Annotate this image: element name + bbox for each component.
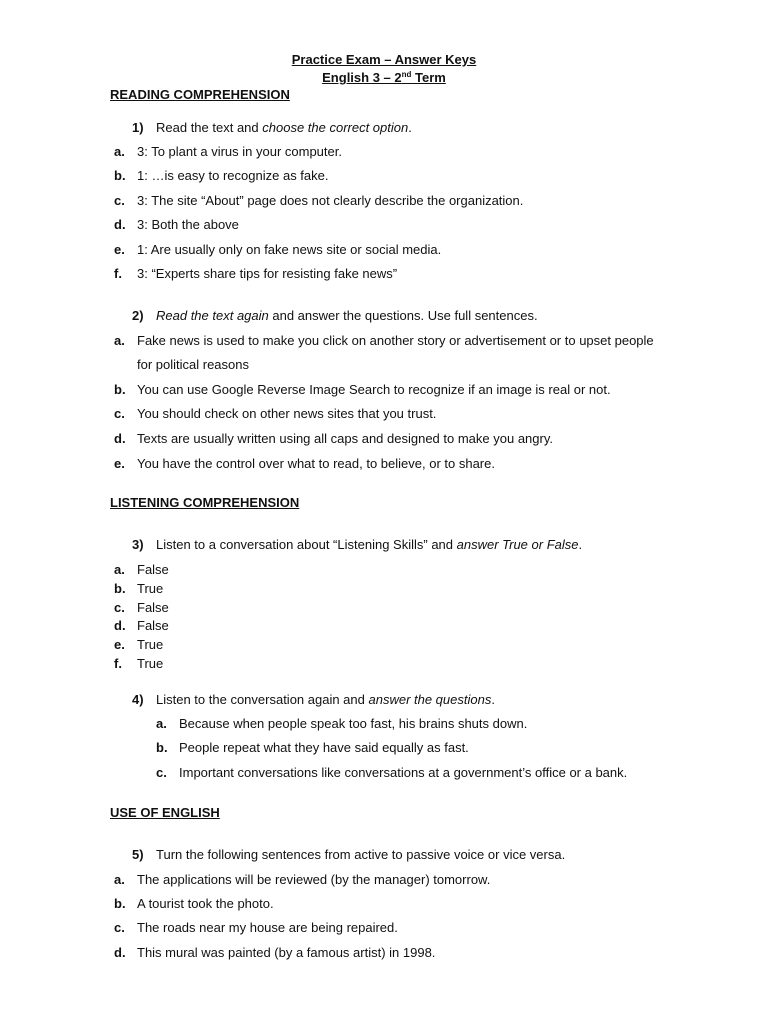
question-text: Turn the following sentences from active to passive voice or vice versa. bbox=[156, 847, 566, 862]
question-4 bbox=[132, 692, 495, 707]
item-letter: a. bbox=[114, 333, 125, 348]
section-heading-use-of-english: USE OF ENGLISH bbox=[110, 805, 220, 820]
subtitle-pre: English 3 – 2 bbox=[322, 70, 402, 85]
item-text: False bbox=[137, 562, 169, 577]
item-text: The applications will be reviewed (by the manager) tomorrow. bbox=[137, 872, 491, 887]
item-text: The roads near my house are being repaired. bbox=[137, 920, 398, 935]
question-text-italic: Read the text again bbox=[156, 308, 269, 323]
item-text: 3: Both the above bbox=[137, 217, 239, 232]
item-text: Important conversations like conversations at a government’s office or a bank. bbox=[179, 765, 628, 780]
question-text-post: and answer the questions. Use full sentences. bbox=[268, 308, 538, 323]
question-1 bbox=[132, 120, 412, 135]
item-letter: d. bbox=[114, 217, 126, 232]
item-letter: e. bbox=[114, 456, 125, 471]
question-text-italic: answer True or False bbox=[456, 537, 579, 552]
question-2 bbox=[132, 308, 538, 323]
item-text: Texts are usually written using all caps and designed to make you angry. bbox=[137, 431, 553, 446]
item-text: True bbox=[137, 656, 164, 671]
item-letter: d. bbox=[114, 618, 126, 633]
question-text-pre: Listen to a conversation about “Listening Skills” and bbox=[156, 537, 457, 552]
item-letter: f. bbox=[114, 656, 122, 671]
item-text: You can use Google Reverse Image Search to recognize if an image is real or not. bbox=[137, 382, 611, 397]
item-letter: c. bbox=[114, 193, 125, 208]
answer-item bbox=[114, 382, 611, 397]
question-3 bbox=[132, 537, 582, 552]
item-text: False bbox=[137, 618, 169, 633]
item-text: False bbox=[137, 600, 169, 615]
item-letter: a. bbox=[156, 716, 167, 731]
item-text: True bbox=[137, 581, 164, 596]
section-heading-reading: READING COMPREHENSION bbox=[110, 87, 290, 102]
answer-item bbox=[114, 656, 163, 671]
item-text: People repeat what they have said equally as fast. bbox=[179, 740, 469, 755]
item-text: 3: “Experts share tips for resisting fake news” bbox=[137, 266, 398, 281]
answer-item bbox=[114, 872, 490, 887]
item-text-continuation: for political reasons bbox=[137, 357, 249, 372]
answer-item bbox=[114, 168, 328, 183]
page-subtitle bbox=[0, 70, 768, 85]
question-number: 3) bbox=[132, 537, 144, 552]
item-text: Fake news is used to make you click on another story or advertisement or to upset people bbox=[137, 333, 654, 348]
question-text-post: . bbox=[491, 692, 495, 707]
answer-item bbox=[114, 562, 169, 577]
answer-item bbox=[156, 740, 469, 755]
item-letter: c. bbox=[114, 406, 125, 421]
answer-item bbox=[114, 456, 495, 471]
answer-item bbox=[114, 637, 163, 652]
item-letter: a. bbox=[114, 872, 125, 887]
question-text-pre: Listen to the conversation again and bbox=[156, 692, 369, 707]
item-letter: a. bbox=[114, 562, 125, 577]
answer-item bbox=[114, 431, 553, 446]
item-letter: b. bbox=[114, 896, 126, 911]
item-text: You have the control over what to read, to believe, or to share. bbox=[137, 456, 495, 471]
item-text: 1: Are usually only on fake news site or social media. bbox=[137, 242, 442, 257]
page-title: Practice Exam – Answer Keys bbox=[291, 52, 477, 67]
answer-item bbox=[114, 144, 342, 159]
item-text: You should check on other news sites that you trust. bbox=[137, 406, 437, 421]
item-letter: b. bbox=[114, 382, 126, 397]
question-text-pre: Read the text and bbox=[156, 120, 263, 135]
item-text: 1: …is easy to recognize as fake. bbox=[137, 168, 329, 183]
question-number: 2) bbox=[132, 308, 144, 323]
question-number: 4) bbox=[132, 692, 144, 707]
answer-item bbox=[114, 406, 436, 421]
item-letter: e. bbox=[114, 637, 125, 652]
answer-item bbox=[114, 193, 523, 208]
answer-item bbox=[156, 716, 527, 731]
section-heading-listening: LISTENING COMPREHENSION bbox=[110, 495, 300, 510]
question-number: 5) bbox=[132, 847, 144, 862]
item-letter: b. bbox=[114, 168, 126, 183]
subtitle-post: Term bbox=[411, 70, 446, 85]
item-letter: e. bbox=[114, 242, 125, 257]
item-text: This mural was painted (by a famous artist) in 1998. bbox=[137, 945, 436, 960]
subtitle-sup: nd bbox=[401, 70, 412, 79]
question-text-italic: answer the questions bbox=[368, 692, 492, 707]
answer-item bbox=[114, 333, 654, 348]
answer-item bbox=[114, 600, 169, 615]
question-text-post: . bbox=[578, 537, 583, 552]
item-letter: c. bbox=[114, 600, 125, 615]
item-letter: a. bbox=[114, 144, 125, 159]
item-letter: d. bbox=[114, 431, 126, 446]
item-text: A tourist took the photo. bbox=[137, 896, 274, 911]
item-text: 3: To plant a virus in your computer. bbox=[137, 144, 342, 159]
item-text: 3: The site “About” page does not clearly describe the organization. bbox=[137, 193, 524, 208]
answer-item bbox=[114, 896, 274, 911]
answer-item bbox=[114, 945, 435, 960]
answer-item bbox=[114, 266, 397, 281]
item-letter: c. bbox=[114, 920, 125, 935]
item-text: Because when people speak too fast, his brains shuts down. bbox=[179, 716, 528, 731]
question-text-post: . bbox=[408, 120, 412, 135]
item-letter: f. bbox=[114, 266, 122, 281]
item-letter: d. bbox=[114, 945, 126, 960]
question-number: 1) bbox=[132, 120, 144, 135]
item-text: True bbox=[137, 637, 164, 652]
answer-item bbox=[156, 765, 627, 780]
answer-item bbox=[114, 217, 239, 232]
question-text-italic: choose the correct option bbox=[262, 120, 409, 135]
item-letter: b. bbox=[156, 740, 168, 755]
answer-item bbox=[114, 618, 169, 633]
answer-item bbox=[114, 920, 398, 935]
item-letter: b. bbox=[114, 581, 126, 596]
answer-item bbox=[114, 581, 163, 596]
item-letter: c. bbox=[156, 765, 167, 780]
question-5 bbox=[132, 847, 565, 862]
answer-item bbox=[114, 242, 441, 257]
